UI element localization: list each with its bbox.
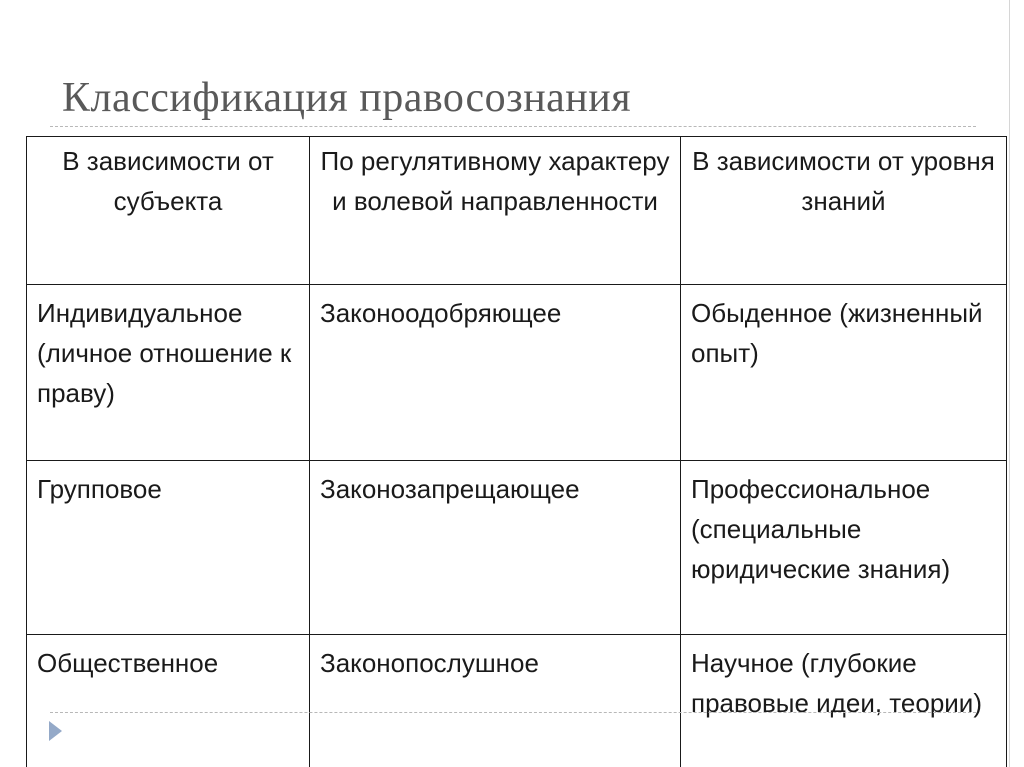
table-cell: Индивидуальное (личное отношение к праву) (27, 285, 310, 461)
table-cell: Профессиональное (специальные юридические знания) (681, 461, 1007, 635)
header-cell-subject: В зависимости от субъекта (27, 137, 310, 285)
table-cell: Общественное (27, 635, 310, 767)
classification-table (26, 136, 1007, 767)
table-header-row (27, 137, 1007, 285)
table-row (27, 285, 1007, 461)
table-cell: Научное (глубокие правовые идеи, теории) (681, 635, 1007, 767)
table-row (27, 461, 1007, 635)
table-row (27, 635, 1007, 767)
header-cell-knowledge: В зависимости от уровня знаний (681, 137, 1007, 285)
table-cell: Законозапрещающее (310, 461, 681, 635)
play-triangle-icon (49, 721, 62, 741)
table-cell: Законоодобряющее (310, 285, 681, 461)
footer-divider (50, 712, 976, 713)
table-cell: Законопослушное (310, 635, 681, 767)
table-cell: Групповое (27, 461, 310, 635)
table-cell: Обыденное (жизненный опыт) (681, 285, 1007, 461)
title-divider (50, 126, 976, 127)
slide-title: Классификация правосознания (62, 75, 632, 121)
header-cell-regulatory: По регулятивному характеру и волевой направленности (310, 137, 681, 285)
